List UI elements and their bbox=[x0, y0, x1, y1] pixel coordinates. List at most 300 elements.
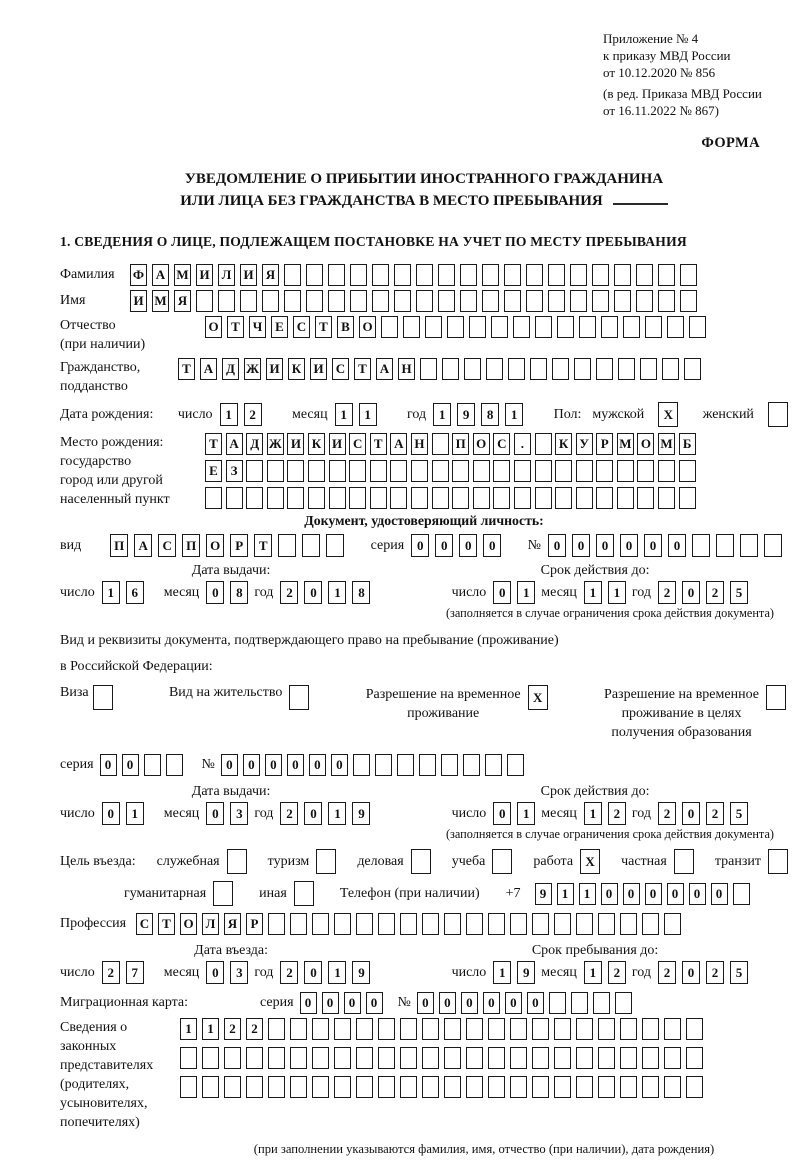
char-box[interactable] bbox=[224, 1076, 241, 1098]
char-box[interactable] bbox=[246, 460, 263, 482]
char-box[interactable] bbox=[432, 460, 449, 482]
char-box[interactable]: 2 bbox=[658, 581, 676, 604]
char-box[interactable] bbox=[596, 460, 613, 482]
char-box[interactable] bbox=[615, 992, 632, 1014]
char-box[interactable] bbox=[510, 1047, 527, 1069]
char-box[interactable]: 0 bbox=[100, 754, 117, 776]
char-box[interactable]: 7 bbox=[126, 961, 144, 984]
char-box[interactable]: 0 bbox=[620, 534, 638, 557]
char-box[interactable] bbox=[328, 264, 345, 286]
char-box[interactable] bbox=[422, 913, 439, 935]
char-box[interactable] bbox=[394, 290, 411, 312]
char-box[interactable] bbox=[642, 1018, 659, 1040]
char-box[interactable]: 9 bbox=[457, 403, 475, 426]
char-box[interactable] bbox=[334, 1076, 351, 1098]
char-box[interactable] bbox=[378, 1047, 395, 1069]
char-box[interactable]: 2 bbox=[280, 581, 298, 604]
char-box[interactable]: 0 bbox=[682, 802, 700, 825]
char-box[interactable] bbox=[686, 1018, 703, 1040]
char-box[interactable]: 0 bbox=[527, 992, 544, 1014]
char-box[interactable] bbox=[202, 1047, 219, 1069]
char-box[interactable]: К bbox=[288, 358, 305, 380]
char-box[interactable]: X bbox=[580, 849, 600, 874]
char-box[interactable]: 0 bbox=[411, 534, 429, 557]
char-box[interactable] bbox=[658, 487, 675, 509]
char-box[interactable] bbox=[592, 290, 609, 312]
char-box[interactable] bbox=[180, 1047, 197, 1069]
char-box[interactable] bbox=[488, 1047, 505, 1069]
char-box[interactable]: 0 bbox=[493, 581, 511, 604]
char-box[interactable]: 0 bbox=[623, 883, 640, 905]
char-box[interactable]: 0 bbox=[483, 992, 500, 1014]
char-box[interactable]: 0 bbox=[287, 754, 304, 776]
char-box[interactable] bbox=[378, 1018, 395, 1040]
char-box[interactable] bbox=[390, 460, 407, 482]
char-box[interactable] bbox=[549, 992, 566, 1014]
char-box[interactable]: 0 bbox=[344, 992, 361, 1014]
char-box[interactable]: Т bbox=[205, 433, 222, 455]
char-box[interactable] bbox=[488, 1076, 505, 1098]
char-box[interactable] bbox=[400, 913, 417, 935]
char-box[interactable] bbox=[290, 1076, 307, 1098]
char-box[interactable] bbox=[686, 1047, 703, 1069]
char-box[interactable]: 0 bbox=[596, 534, 614, 557]
char-box[interactable] bbox=[535, 316, 552, 338]
char-box[interactable] bbox=[400, 1047, 417, 1069]
char-box[interactable] bbox=[768, 402, 788, 427]
char-box[interactable]: 0 bbox=[102, 802, 120, 825]
char-box[interactable]: 1 bbox=[557, 883, 574, 905]
char-box[interactable]: П bbox=[110, 534, 128, 557]
char-box[interactable]: 0 bbox=[689, 883, 706, 905]
char-box[interactable] bbox=[466, 913, 483, 935]
char-box[interactable] bbox=[507, 754, 524, 776]
char-box[interactable]: В bbox=[337, 316, 354, 338]
char-box[interactable]: 2 bbox=[658, 802, 676, 825]
char-box[interactable] bbox=[350, 290, 367, 312]
char-box[interactable] bbox=[492, 849, 512, 874]
char-box[interactable] bbox=[290, 913, 307, 935]
char-box[interactable] bbox=[596, 358, 613, 380]
char-box[interactable] bbox=[390, 487, 407, 509]
char-box[interactable] bbox=[554, 1047, 571, 1069]
char-box[interactable]: И bbox=[329, 433, 346, 455]
char-box[interactable] bbox=[262, 290, 279, 312]
char-box[interactable] bbox=[485, 754, 502, 776]
char-box[interactable]: 2 bbox=[224, 1018, 241, 1040]
char-box[interactable] bbox=[664, 1076, 681, 1098]
char-box[interactable] bbox=[420, 358, 437, 380]
char-box[interactable]: 0 bbox=[243, 754, 260, 776]
char-box[interactable] bbox=[432, 433, 449, 455]
char-box[interactable]: И bbox=[196, 264, 213, 286]
char-box[interactable] bbox=[349, 460, 366, 482]
char-box[interactable]: П bbox=[452, 433, 469, 455]
char-box[interactable]: 0 bbox=[206, 961, 224, 984]
char-box[interactable]: Т bbox=[370, 433, 387, 455]
char-box[interactable] bbox=[422, 1076, 439, 1098]
char-box[interactable] bbox=[463, 754, 480, 776]
char-box[interactable]: 6 bbox=[126, 581, 144, 604]
char-box[interactable] bbox=[422, 1018, 439, 1040]
char-box[interactable] bbox=[302, 534, 320, 557]
char-box[interactable]: 8 bbox=[230, 581, 248, 604]
char-box[interactable]: 1 bbox=[579, 883, 596, 905]
char-box[interactable] bbox=[144, 754, 161, 776]
char-box[interactable] bbox=[679, 487, 696, 509]
char-box[interactable]: 5 bbox=[730, 581, 748, 604]
char-box[interactable] bbox=[555, 487, 572, 509]
char-box[interactable] bbox=[510, 913, 527, 935]
char-box[interactable] bbox=[662, 358, 679, 380]
char-box[interactable] bbox=[287, 487, 304, 509]
char-box[interactable]: X bbox=[658, 402, 678, 427]
char-box[interactable] bbox=[227, 849, 247, 874]
char-box[interactable]: 0 bbox=[304, 961, 322, 984]
char-box[interactable] bbox=[268, 1018, 285, 1040]
char-box[interactable]: О bbox=[359, 316, 376, 338]
char-box[interactable]: О bbox=[205, 316, 222, 338]
char-box[interactable] bbox=[268, 1047, 285, 1069]
char-box[interactable]: . bbox=[514, 433, 531, 455]
char-box[interactable]: И bbox=[310, 358, 327, 380]
char-box[interactable] bbox=[308, 487, 325, 509]
char-box[interactable] bbox=[442, 358, 459, 380]
char-box[interactable] bbox=[356, 1018, 373, 1040]
char-box[interactable] bbox=[579, 316, 596, 338]
char-box[interactable] bbox=[284, 264, 301, 286]
char-box[interactable]: Т bbox=[158, 913, 175, 935]
char-box[interactable]: 0 bbox=[304, 581, 322, 604]
char-box[interactable] bbox=[444, 1076, 461, 1098]
char-box[interactable]: А bbox=[152, 264, 169, 286]
char-box[interactable] bbox=[598, 1018, 615, 1040]
char-box[interactable]: 0 bbox=[483, 534, 501, 557]
char-box[interactable] bbox=[444, 1018, 461, 1040]
char-box[interactable]: С bbox=[136, 913, 153, 935]
char-box[interactable] bbox=[576, 1076, 593, 1098]
char-box[interactable] bbox=[598, 1047, 615, 1069]
char-box[interactable]: А bbox=[134, 534, 152, 557]
char-box[interactable]: З bbox=[226, 460, 243, 482]
char-box[interactable] bbox=[576, 487, 593, 509]
char-box[interactable]: 0 bbox=[461, 992, 478, 1014]
char-box[interactable] bbox=[334, 1047, 351, 1069]
char-box[interactable] bbox=[356, 1047, 373, 1069]
char-box[interactable]: С bbox=[332, 358, 349, 380]
char-box[interactable] bbox=[680, 264, 697, 286]
char-box[interactable] bbox=[684, 358, 701, 380]
char-box[interactable]: 5 bbox=[730, 802, 748, 825]
char-box[interactable] bbox=[381, 316, 398, 338]
char-box[interactable]: 2 bbox=[706, 961, 724, 984]
char-box[interactable] bbox=[466, 1047, 483, 1069]
char-box[interactable]: 0 bbox=[435, 534, 453, 557]
char-box[interactable] bbox=[645, 316, 662, 338]
char-box[interactable] bbox=[466, 1076, 483, 1098]
char-box[interactable]: 1 bbox=[584, 802, 602, 825]
char-box[interactable]: 1 bbox=[584, 961, 602, 984]
char-box[interactable] bbox=[312, 1018, 329, 1040]
char-box[interactable]: 9 bbox=[535, 883, 552, 905]
char-box[interactable] bbox=[664, 1047, 681, 1069]
char-box[interactable]: Н bbox=[411, 433, 428, 455]
char-box[interactable] bbox=[571, 992, 588, 1014]
char-box[interactable]: К bbox=[308, 433, 325, 455]
char-box[interactable]: 0 bbox=[493, 802, 511, 825]
char-box[interactable] bbox=[637, 460, 654, 482]
char-box[interactable] bbox=[328, 290, 345, 312]
char-box[interactable]: М bbox=[658, 433, 675, 455]
char-box[interactable] bbox=[508, 358, 525, 380]
char-box[interactable] bbox=[334, 1018, 351, 1040]
char-box[interactable] bbox=[548, 290, 565, 312]
char-box[interactable] bbox=[267, 460, 284, 482]
char-box[interactable] bbox=[557, 316, 574, 338]
char-box[interactable] bbox=[514, 460, 531, 482]
char-box[interactable] bbox=[326, 534, 344, 557]
char-box[interactable] bbox=[618, 358, 635, 380]
char-box[interactable] bbox=[513, 316, 530, 338]
char-box[interactable] bbox=[416, 290, 433, 312]
char-box[interactable]: 0 bbox=[221, 754, 238, 776]
char-box[interactable] bbox=[617, 460, 634, 482]
char-box[interactable]: 2 bbox=[246, 1018, 263, 1040]
char-box[interactable] bbox=[552, 358, 569, 380]
char-box[interactable]: Я bbox=[262, 264, 279, 286]
char-box[interactable] bbox=[246, 1076, 263, 1098]
char-box[interactable] bbox=[620, 1076, 637, 1098]
char-box[interactable] bbox=[620, 1047, 637, 1069]
char-box[interactable] bbox=[664, 913, 681, 935]
char-box[interactable] bbox=[350, 264, 367, 286]
char-box[interactable] bbox=[444, 1047, 461, 1069]
char-box[interactable]: 1 bbox=[335, 403, 353, 426]
char-box[interactable]: Т bbox=[354, 358, 371, 380]
char-box[interactable] bbox=[397, 754, 414, 776]
char-box[interactable] bbox=[289, 685, 309, 710]
char-box[interactable] bbox=[316, 849, 336, 874]
char-box[interactable]: 1 bbox=[584, 581, 602, 604]
char-box[interactable] bbox=[268, 913, 285, 935]
char-box[interactable]: 0 bbox=[331, 754, 348, 776]
char-box[interactable] bbox=[640, 358, 657, 380]
char-box[interactable] bbox=[764, 534, 782, 557]
char-box[interactable]: Я bbox=[224, 913, 241, 935]
char-box[interactable] bbox=[674, 849, 694, 874]
char-box[interactable]: 0 bbox=[644, 534, 662, 557]
char-box[interactable]: Р bbox=[230, 534, 248, 557]
char-box[interactable]: 1 bbox=[517, 802, 535, 825]
char-box[interactable]: С bbox=[293, 316, 310, 338]
char-box[interactable] bbox=[432, 487, 449, 509]
char-box[interactable]: 1 bbox=[517, 581, 535, 604]
char-box[interactable] bbox=[532, 1047, 549, 1069]
char-box[interactable] bbox=[466, 1018, 483, 1040]
char-box[interactable] bbox=[535, 433, 552, 455]
char-box[interactable] bbox=[686, 1076, 703, 1098]
char-box[interactable] bbox=[482, 290, 499, 312]
char-box[interactable]: И bbox=[130, 290, 147, 312]
char-box[interactable]: А bbox=[226, 433, 243, 455]
char-box[interactable] bbox=[312, 913, 329, 935]
char-box[interactable] bbox=[400, 1076, 417, 1098]
char-box[interactable] bbox=[290, 1018, 307, 1040]
char-box[interactable] bbox=[514, 487, 531, 509]
char-box[interactable]: 2 bbox=[706, 802, 724, 825]
char-box[interactable] bbox=[356, 1076, 373, 1098]
char-box[interactable]: 0 bbox=[505, 992, 522, 1014]
char-box[interactable]: 5 bbox=[730, 961, 748, 984]
char-box[interactable] bbox=[394, 264, 411, 286]
char-box[interactable] bbox=[419, 754, 436, 776]
char-box[interactable] bbox=[491, 316, 508, 338]
char-box[interactable]: Ж bbox=[267, 433, 284, 455]
char-box[interactable] bbox=[596, 487, 613, 509]
char-box[interactable] bbox=[488, 1018, 505, 1040]
char-box[interactable] bbox=[438, 264, 455, 286]
char-box[interactable]: О bbox=[637, 433, 654, 455]
char-box[interactable]: 0 bbox=[206, 802, 224, 825]
char-box[interactable]: 1 bbox=[433, 403, 451, 426]
char-box[interactable]: 1 bbox=[328, 581, 346, 604]
char-box[interactable]: 0 bbox=[572, 534, 590, 557]
char-box[interactable]: Я bbox=[174, 290, 191, 312]
char-box[interactable] bbox=[482, 264, 499, 286]
char-box[interactable] bbox=[469, 316, 486, 338]
char-box[interactable] bbox=[452, 460, 469, 482]
char-box[interactable]: 0 bbox=[322, 992, 339, 1014]
char-box[interactable] bbox=[464, 358, 481, 380]
char-box[interactable] bbox=[576, 1018, 593, 1040]
char-box[interactable]: Т bbox=[254, 534, 272, 557]
char-box[interactable]: И bbox=[266, 358, 283, 380]
char-box[interactable] bbox=[378, 1076, 395, 1098]
char-box[interactable] bbox=[535, 487, 552, 509]
char-box[interactable]: Р bbox=[596, 433, 613, 455]
char-box[interactable] bbox=[692, 534, 710, 557]
char-box[interactable]: 1 bbox=[608, 581, 626, 604]
char-box[interactable] bbox=[306, 264, 323, 286]
char-box[interactable]: Т bbox=[315, 316, 332, 338]
char-box[interactable] bbox=[370, 460, 387, 482]
char-box[interactable]: У bbox=[576, 433, 593, 455]
char-box[interactable] bbox=[642, 1047, 659, 1069]
char-box[interactable]: 0 bbox=[265, 754, 282, 776]
char-box[interactable] bbox=[554, 1076, 571, 1098]
char-box[interactable]: Т bbox=[178, 358, 195, 380]
char-box[interactable]: Б bbox=[679, 433, 696, 455]
char-box[interactable] bbox=[224, 1047, 241, 1069]
char-box[interactable] bbox=[740, 534, 758, 557]
char-box[interactable]: Ч bbox=[249, 316, 266, 338]
char-box[interactable]: М bbox=[617, 433, 634, 455]
char-box[interactable]: 1 bbox=[505, 403, 523, 426]
char-box[interactable] bbox=[570, 290, 587, 312]
char-box[interactable]: 0 bbox=[601, 883, 618, 905]
char-box[interactable] bbox=[306, 290, 323, 312]
char-box[interactable]: 3 bbox=[230, 961, 248, 984]
char-box[interactable] bbox=[766, 685, 786, 710]
char-box[interactable] bbox=[620, 1018, 637, 1040]
char-box[interactable] bbox=[290, 1047, 307, 1069]
char-box[interactable] bbox=[425, 316, 442, 338]
char-box[interactable]: 2 bbox=[706, 581, 724, 604]
char-box[interactable]: 8 bbox=[481, 403, 499, 426]
char-box[interactable]: А bbox=[390, 433, 407, 455]
char-box[interactable] bbox=[680, 290, 697, 312]
char-box[interactable] bbox=[180, 1076, 197, 1098]
char-box[interactable]: 0 bbox=[304, 802, 322, 825]
char-box[interactable]: С bbox=[158, 534, 176, 557]
char-box[interactable] bbox=[353, 754, 370, 776]
char-box[interactable]: 1 bbox=[359, 403, 377, 426]
char-box[interactable] bbox=[526, 264, 543, 286]
char-box[interactable] bbox=[372, 264, 389, 286]
char-box[interactable]: 0 bbox=[300, 992, 317, 1014]
char-box[interactable] bbox=[642, 1076, 659, 1098]
char-box[interactable] bbox=[93, 685, 113, 710]
char-box[interactable] bbox=[196, 290, 213, 312]
char-box[interactable]: О bbox=[180, 913, 197, 935]
char-box[interactable] bbox=[205, 487, 222, 509]
char-box[interactable]: X bbox=[528, 685, 548, 710]
char-box[interactable] bbox=[372, 290, 389, 312]
char-box[interactable] bbox=[411, 487, 428, 509]
char-box[interactable] bbox=[447, 316, 464, 338]
char-box[interactable] bbox=[636, 290, 653, 312]
char-box[interactable] bbox=[493, 487, 510, 509]
char-box[interactable]: С bbox=[493, 433, 510, 455]
char-box[interactable] bbox=[411, 460, 428, 482]
char-box[interactable] bbox=[576, 460, 593, 482]
char-box[interactable] bbox=[438, 290, 455, 312]
char-box[interactable] bbox=[284, 290, 301, 312]
char-box[interactable] bbox=[554, 913, 571, 935]
char-box[interactable]: П bbox=[182, 534, 200, 557]
char-box[interactable]: 2 bbox=[658, 961, 676, 984]
char-box[interactable]: Е bbox=[205, 460, 222, 482]
char-box[interactable] bbox=[576, 913, 593, 935]
char-box[interactable]: 0 bbox=[459, 534, 477, 557]
char-box[interactable] bbox=[356, 913, 373, 935]
char-box[interactable] bbox=[532, 1018, 549, 1040]
char-box[interactable] bbox=[240, 290, 257, 312]
char-box[interactable] bbox=[312, 1047, 329, 1069]
char-box[interactable] bbox=[460, 264, 477, 286]
char-box[interactable] bbox=[246, 1047, 263, 1069]
char-box[interactable] bbox=[614, 264, 631, 286]
char-box[interactable] bbox=[486, 358, 503, 380]
char-box[interactable] bbox=[598, 1076, 615, 1098]
char-box[interactable]: 0 bbox=[645, 883, 662, 905]
char-box[interactable] bbox=[403, 316, 420, 338]
char-box[interactable]: Ф bbox=[130, 264, 147, 286]
char-box[interactable] bbox=[617, 487, 634, 509]
char-box[interactable]: Е bbox=[271, 316, 288, 338]
char-box[interactable]: 2 bbox=[102, 961, 120, 984]
char-box[interactable] bbox=[658, 264, 675, 286]
char-box[interactable]: 0 bbox=[122, 754, 139, 776]
char-box[interactable] bbox=[473, 487, 490, 509]
char-box[interactable] bbox=[504, 264, 521, 286]
char-box[interactable] bbox=[473, 460, 490, 482]
char-box[interactable]: М bbox=[174, 264, 191, 286]
char-box[interactable] bbox=[555, 460, 572, 482]
char-box[interactable]: 1 bbox=[493, 961, 511, 984]
char-box[interactable]: 1 bbox=[126, 802, 144, 825]
char-box[interactable] bbox=[308, 460, 325, 482]
